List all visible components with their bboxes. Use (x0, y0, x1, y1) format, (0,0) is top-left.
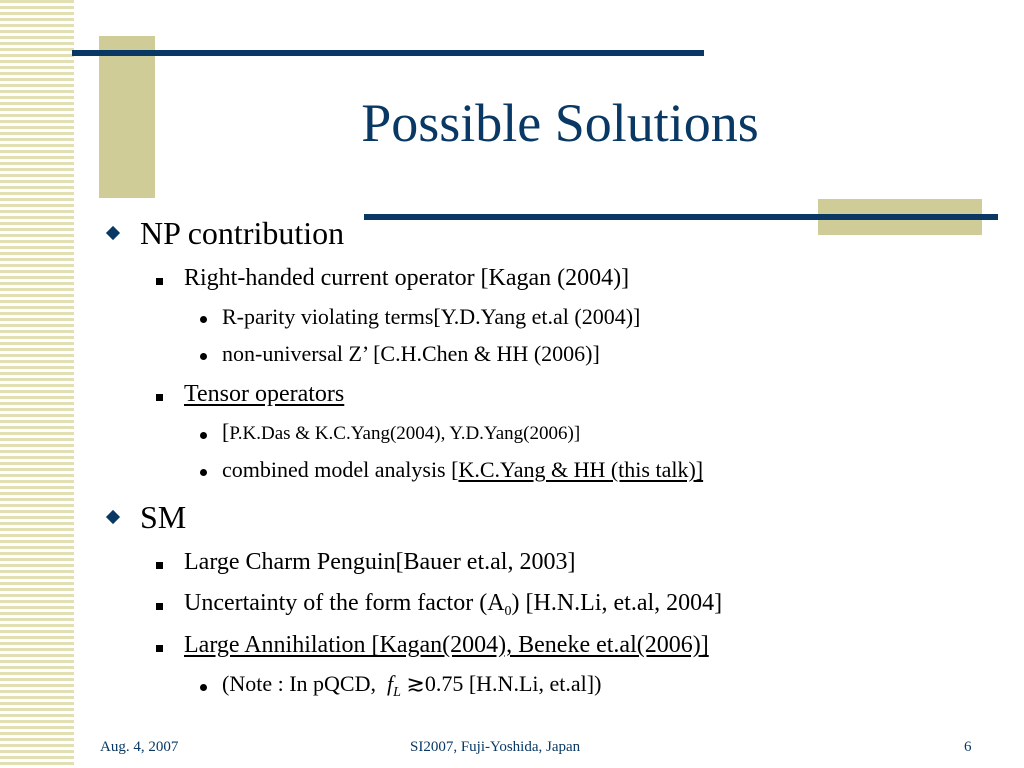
footer-date: Aug. 4, 2007 (100, 739, 179, 755)
footer-venue: SI2007, Fuji-Yoshida, Japan (410, 739, 581, 755)
item-tensor-operators: Tensor operators (184, 381, 345, 407)
square-bullet-icon (156, 562, 163, 569)
square-bullet-icon (156, 603, 163, 610)
round-bullet-icon (200, 316, 207, 323)
accent-block-top (99, 36, 155, 198)
square-bullet-icon (156, 394, 163, 401)
subitem-tensor-refs: [P.K.Das & K.C.Yang(2004), Y.D.Yang(2006)] (222, 419, 581, 444)
item-form-factor-uncertainty: Uncertainty of the form factor $(A_0)$ [H.N.Li, et.al, 2004] (184, 590, 723, 619)
slide-title: Possible Solutions (361, 93, 759, 153)
footer-page-number: 6 (964, 739, 972, 755)
subitem-combined-model: combined model analysis [K.C.Yang & HH (this talk)] (222, 457, 704, 482)
round-bullet-icon (200, 353, 207, 360)
round-bullet-icon (200, 684, 207, 691)
section-np-contribution: NP contribution (140, 215, 345, 251)
subitem-pqcd-note: (Note : In pQCD, $f_L$ ≳0.75 [H.N.Li, et.al]) (222, 671, 602, 700)
section-sm: SM (140, 499, 187, 535)
title-rule-top (72, 50, 704, 56)
item-large-annihilation: Large Annihilation [Kagan(2004), Beneke et.al(2006)] (184, 632, 709, 658)
square-bullet-icon (156, 278, 163, 285)
subitem-r-parity: R-parity violating terms[Y.D.Yang et.al (2004)] (222, 304, 641, 329)
decorative-stripes (0, 0, 74, 768)
diamond-bullet-icon (106, 510, 120, 524)
square-bullet-icon (156, 645, 163, 652)
round-bullet-icon (200, 469, 207, 476)
item-right-handed-current: Right-handed current operator [Kagan (2004)] (184, 265, 630, 291)
title-rule-bottom (364, 214, 998, 220)
diamond-bullet-icon (106, 226, 120, 240)
subitem-non-universal-z: non-universal Z’ [C.H.Chen & HH (2006)] (222, 341, 600, 366)
round-bullet-icon (200, 432, 207, 439)
item-large-charm-penguin: Large Charm Penguin[Bauer et.al, 2003] (184, 549, 576, 575)
